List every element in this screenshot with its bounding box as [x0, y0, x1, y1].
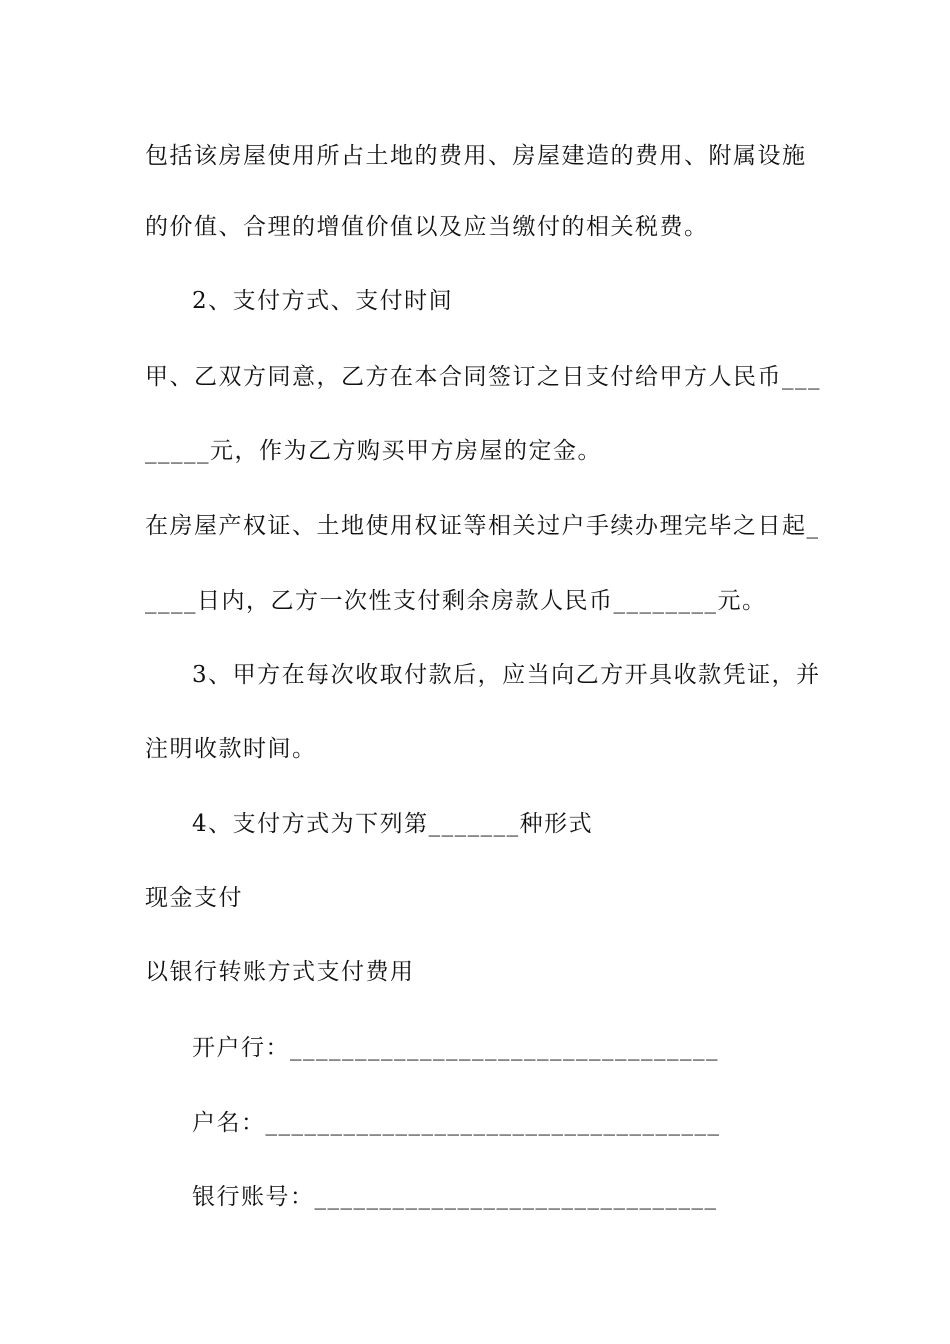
option-cash: 现金支付 [145, 885, 243, 911]
text-line-balance-1: 在房屋产权证、土地使用权证等相关过户手续办理完毕之日起_ [145, 513, 820, 539]
text-line-1: 包括该房屋使用所占土地的费用、房屋建造的费用、附属设施 [145, 143, 807, 169]
text-line-deposit-2: _____元，作为乙方购买甲方房屋的定金。 [145, 438, 602, 464]
section-receipt-1: 3、甲方在每次收取付款后，应当向乙方开具收款凭证，并 [192, 662, 821, 688]
text-line-deposit-1: 甲、乙双方同意，乙方在本合同签订之日支付给甲方人民币___ [145, 364, 821, 390]
text-line-balance-2: ____日内，乙方一次性支付剩余房款人民币________元。 [145, 588, 767, 614]
section-payment-method: 4、支付方式为下列第_______种形式 [192, 811, 594, 837]
field-bank-name: 开户行：_________________________________ [192, 1035, 719, 1061]
section-receipt-2: 注明收款时间。 [145, 736, 317, 762]
section-heading-payment: 2、支付方式、支付时间 [192, 288, 454, 314]
field-account-number: 银行账号：_______________________________ [192, 1184, 718, 1210]
option-bank-transfer: 以银行转账方式支付费用 [145, 959, 415, 985]
text-line-2: 的价值、合理的增值价值以及应当缴付的相关税费。 [145, 214, 709, 240]
field-account-name: 户名：___________________________________ [192, 1110, 721, 1136]
